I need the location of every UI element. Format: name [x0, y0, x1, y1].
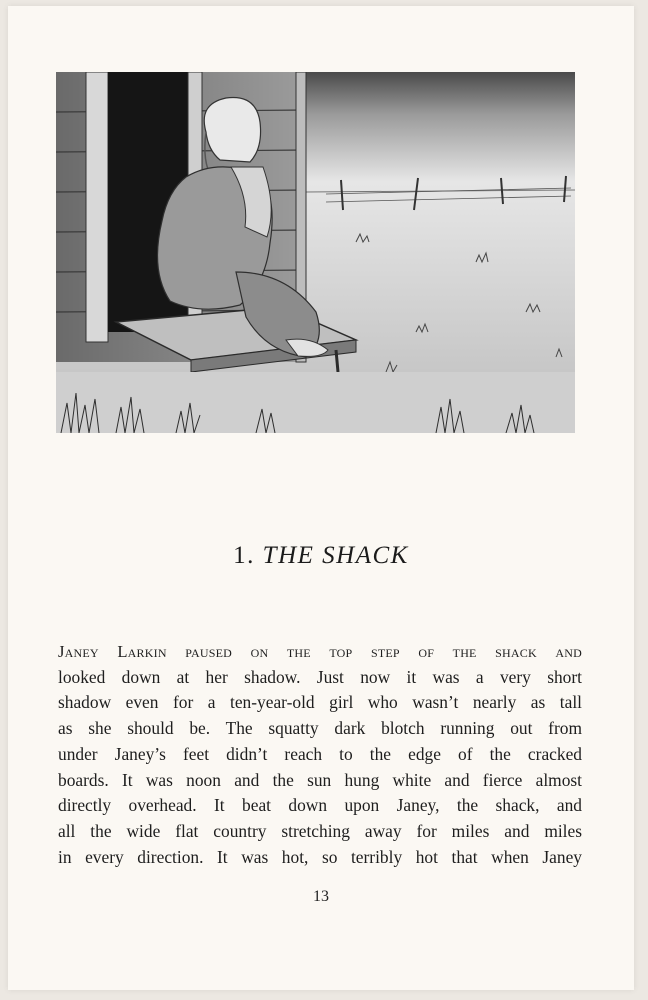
text-line: in every direction. It was hot, so terribly hot that when Janey	[58, 846, 582, 867]
chapter-illustration	[56, 72, 575, 433]
chapter-title	[8, 542, 634, 570]
text-line: under Janey’s feet didn’t reach to the edge of the cracked	[58, 743, 582, 764]
text-line: Janey Larkin paused on the top step of the shack and	[58, 642, 582, 661]
text-line: directly overhead. It beat down upon Janey, the shack, and	[58, 795, 582, 816]
chapter-body-text	[58, 639, 582, 870]
girl-sitting-on-shack-step-illustration	[56, 72, 575, 433]
text-line: looked down at her shadow. Just now it was a very short	[58, 666, 582, 687]
chapter-number: 1.	[233, 542, 255, 569]
text-line: shadow even for a ten-year-old girl who wasn’t nearly as tall	[58, 692, 582, 713]
text-line: boards. It was noon and the sun hung white and fierce almost	[58, 769, 582, 790]
text-line: as she should be. The squatty dark blotch running out from	[58, 718, 582, 739]
book-page	[8, 6, 634, 990]
chapter-name: THE SHACK	[262, 542, 409, 569]
page-number: 13	[313, 888, 329, 905]
text-line: all the wide flat country stretching away for miles and miles	[58, 820, 582, 841]
